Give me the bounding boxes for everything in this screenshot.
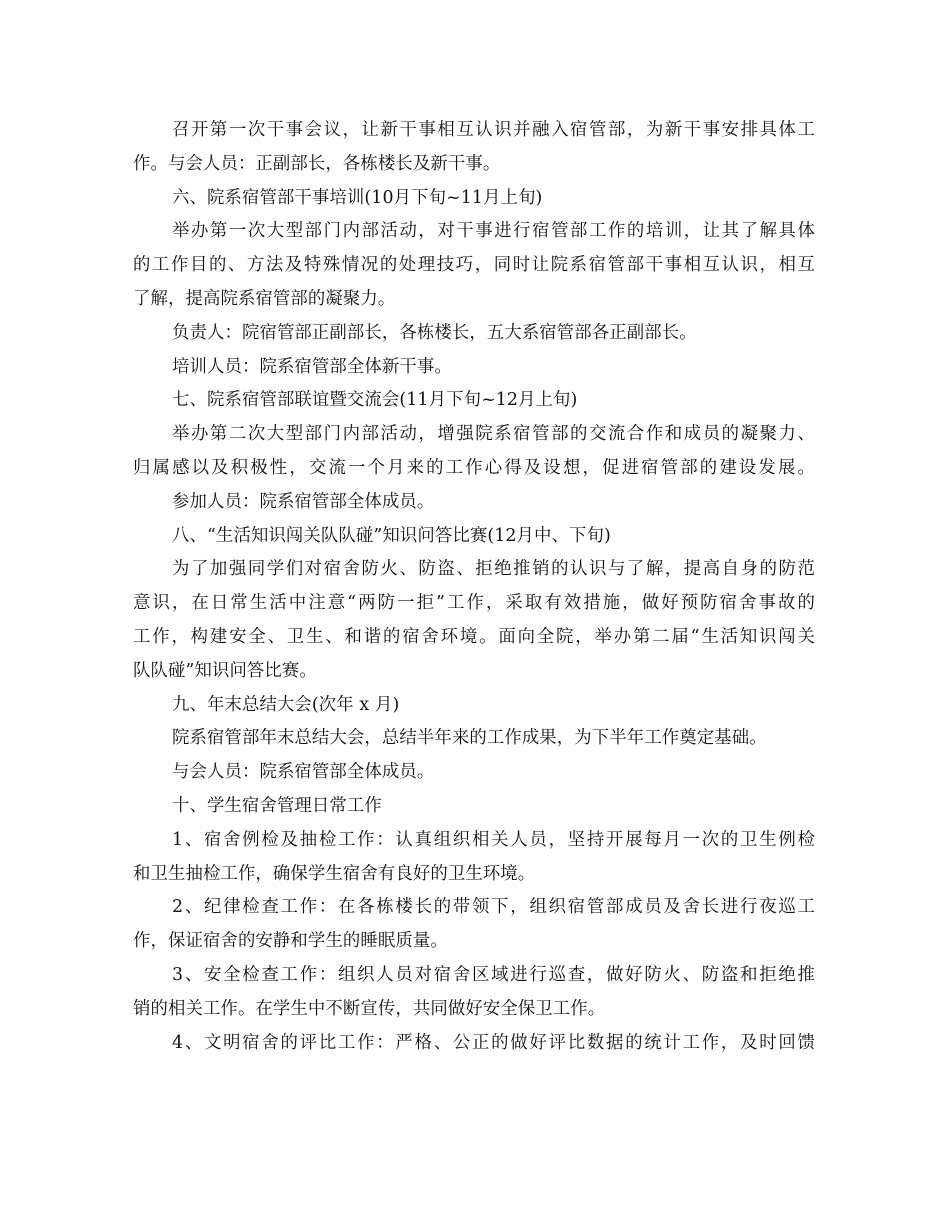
document-body — [133, 114, 815, 1060]
text-line: 意识，在日常生活中注意“两防一拒”工作，采取有效措施，做好预防宿舍事故的 — [133, 593, 815, 614]
text-line: 院系宿管部年末总结大会，总结半年来的工作成果，为下半年工作奠定基础。 — [172, 728, 767, 749]
text-line: 举办第一次大型部门内部活动，对干事进行宿管部工作的培训，让其了解具体 — [172, 221, 815, 242]
text-line: 八、“生活知识闯关队队碰”知识问答比赛(12月中、下旬) — [172, 525, 611, 546]
text-line: 作。与会人员：正副部长，各栋楼长及新干事。 — [133, 153, 501, 174]
text-line: 召开第一次干事会议，让新干事相互认识并融入宿管部，为新干事安排具体工 — [172, 120, 815, 140]
text-line: 4、文明宿舍的评比工作：严格、公正的做好评比数据的统计工作，及时回馈 — [172, 1032, 815, 1053]
text-line: 参加人员：院系宿管部全体成员。 — [172, 491, 435, 512]
text-line: 负责人：院宿管部正副部长，各栋楼长，五大系宿管部各正副部长。 — [172, 322, 697, 343]
text-line: 六、院系宿管部干事培训(10月下旬~11月上旬) — [172, 187, 543, 208]
text-line: 为了加强同学们对宿舍防火、防盗、拒绝推销的认识与了解，提高自身的防范 — [172, 559, 815, 580]
text-line: 作，保证宿舍的安静和学生的睡眠质量。 — [133, 931, 448, 952]
text-line: 与会人员：院系宿管部全体成员。 — [172, 762, 435, 783]
text-line: 工作，构建安全、卫生、和谐的宿舍环境。面向全院，举办第二届“生活知识闯关 — [133, 626, 815, 647]
text-line: 队队碰”知识问答比赛。 — [133, 660, 317, 681]
text-line: 和卫生抽检工作，确保学生宿舍有良好的卫生环境。 — [133, 863, 536, 884]
text-line: 九、年末总结大会(次年 x 月) — [172, 694, 400, 715]
text-line: 十、学生宿舍管理日常工作 — [172, 795, 382, 816]
text-line: 的工作目的、方法及特殊情况的处理技巧，同时让院系宿管部干事相互认识，相互 — [133, 255, 815, 276]
text-line: 3、安全检查工作：组织人员对宿舍区域进行巡查，做好防火、防盗和拒绝推 — [172, 964, 815, 985]
text-line: 归属感以及积极性，交流一个月来的工作心得及设想，促进宿管部的建设发展。 — [133, 457, 815, 478]
text-line: 了解，提高院系宿管部的凝聚力。 — [133, 288, 396, 309]
text-line: 培训人员：院系宿管部全体新干事。 — [172, 356, 452, 377]
text-line: 2、纪律检查工作：在各栋楼长的带领下，组织宿管部成员及舍长进行夜巡工 — [172, 897, 815, 918]
text-line: 七、院系宿管部联谊暨交流会(11月下旬~12月上旬) — [172, 390, 578, 411]
text-line: 举办第二次大型部门内部活动，增强院系宿管部的交流合作和成员的凝聚力、 — [172, 424, 815, 445]
text-line: 销的相关工作。在学生中不断宣传，共同做好安全保卫工作。 — [133, 998, 606, 1019]
text-line: 1、宿舍例检及抽检工作：认真组织相关人员，坚持开展每月一次的卫生例检 — [172, 829, 815, 850]
